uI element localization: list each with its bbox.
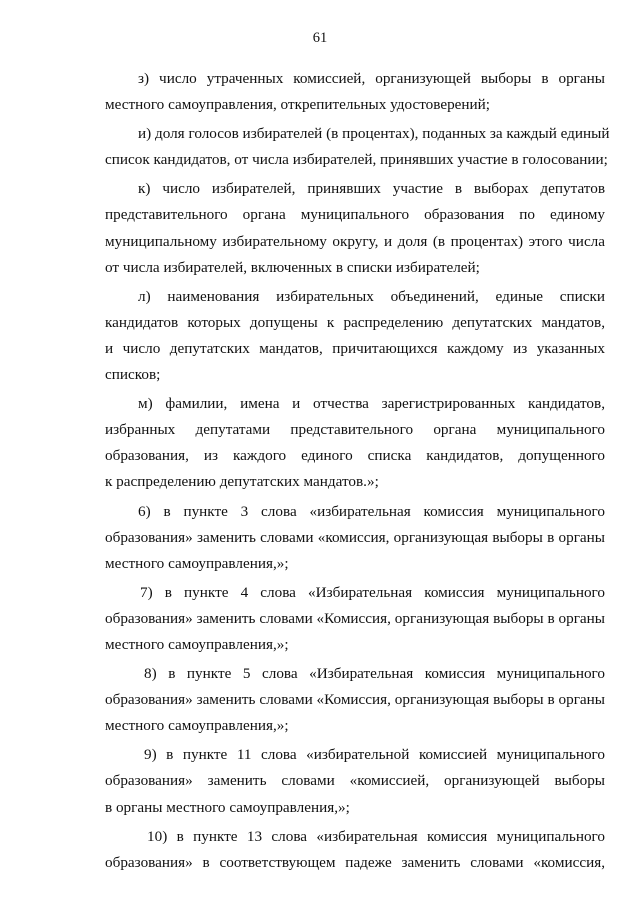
text-line: местного самоуправления,»; <box>105 635 289 653</box>
text-line: образования» заменить словами «Комиссия, организующая выборы в органы <box>105 691 605 709</box>
text-line: 9) в пункте 11 слова «избирательной комиссией муниципального <box>144 746 605 764</box>
text-line: 6) в пункте 3 слова «избирательная комиссия муниципального <box>138 502 605 520</box>
text-line: список кандидатов, от числа избирателей, принявших участие в голосовании; <box>105 151 608 169</box>
paragraph-i <box>105 121 610 173</box>
text-line: представительного органа муниципального образования по единому <box>105 206 605 224</box>
document-body <box>105 66 610 876</box>
paragraph-item-10 <box>105 824 605 876</box>
text-line: от числа избирателей, включенных в списки избирателей; <box>105 258 480 276</box>
text-line: образования» заменить словами «Комиссия, организующая выборы в органы <box>105 609 605 627</box>
text-line: м) фамилии, имена и отчества зарегистрированных кандидатов, <box>138 395 605 413</box>
paragraph-z <box>105 66 605 118</box>
text-line: избранных депутатами представительного органа муниципального <box>105 421 605 439</box>
text-line: к распределению депутатских мандатов.»; <box>105 473 379 491</box>
text-line: местного самоуправления,»; <box>105 554 289 572</box>
text-line: образования» заменить словами «комиссия, организующая выборы в органы <box>105 528 605 546</box>
text-line: 10) в пункте 13 слова «избирательная комиссия муниципального <box>147 827 605 845</box>
text-line: 8) в пункте 5 слова «Избирательная комиссия муниципального <box>144 665 605 683</box>
text-line: и) доля голосов избирателей (в процентах), поданных за каждый единый <box>138 125 610 143</box>
text-line: л) наименования избирательных объединений, единые списки <box>138 287 605 305</box>
paragraph-item-8 <box>105 661 605 739</box>
text-line: образования, из каждого единого списка кандидатов, допущенного <box>105 447 605 465</box>
text-line: 7) в пункте 4 слова «Избирательная комиссия муниципального <box>140 583 605 601</box>
text-line: и число депутатских мандатов, причитающихся каждому из указанных <box>105 339 605 357</box>
paragraph-k <box>105 176 605 280</box>
text-line: списков; <box>105 366 161 384</box>
text-line: з) число утраченных комиссией, организующей выборы в органы <box>138 70 605 87</box>
text-line: образования» заменить словами «комиссией, организующей выборы <box>105 772 605 790</box>
paragraph-item-6 <box>105 499 605 577</box>
paragraph-l <box>105 284 605 388</box>
paragraph-m <box>105 391 605 495</box>
text-line: местного самоуправления, открепительных удостоверений; <box>105 96 491 114</box>
text-line: образования» в соответствующем падеже заменить словами «комиссия, <box>105 853 605 871</box>
text-line: к) число избирателей, принявших участие в выборах депутатов <box>138 180 605 198</box>
text-line: местного самоуправления,»; <box>105 717 289 735</box>
paragraph-item-9 <box>105 742 605 820</box>
paragraph-item-7 <box>105 580 605 658</box>
text-line: кандидатов которых допущены к распределению депутатских мандатов, <box>105 313 605 331</box>
text-line: в органы местного самоуправления,»; <box>105 798 350 816</box>
text-line: муниципальному избирательному округу, и доля (в процентах) этого числа <box>105 232 605 250</box>
page-number: 61 <box>312 30 328 46</box>
